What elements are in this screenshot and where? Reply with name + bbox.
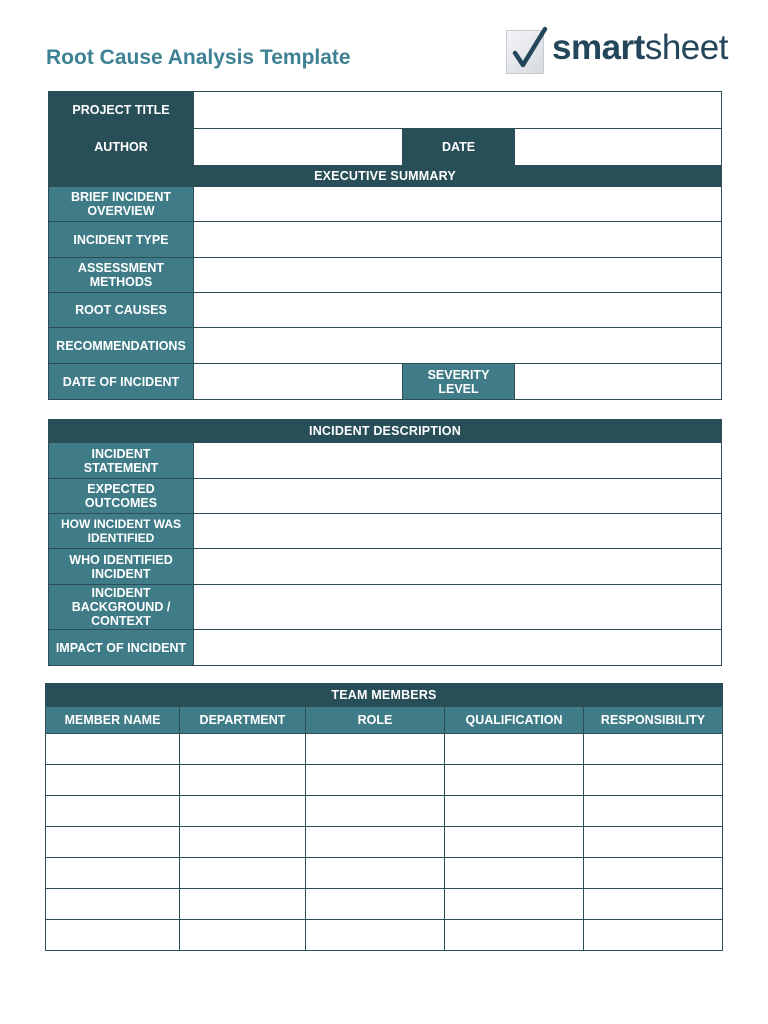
department-cell[interactable] [180,920,306,951]
checkmark-icon [506,30,544,74]
team-members-table [45,683,723,951]
impact-of-incident-field[interactable] [194,630,722,666]
qualification-cell[interactable] [445,858,584,889]
role-cell[interactable] [306,796,445,827]
recommendations-field[interactable] [194,328,722,364]
expected-outcomes-label: EXPECTED OUTCOMES [49,479,194,514]
incident-background-context-label: INCIDENT BACKGROUND / CONTEXT [49,585,194,630]
assessment-methods-field[interactable] [194,258,722,293]
who-identified-incident-label: WHO IDENTIFIED INCIDENT [49,549,194,585]
incident-type-field[interactable] [194,222,722,258]
team-members-heading: TEAM MEMBERS [46,684,723,707]
logo-wordmark [552,28,728,68]
responsibility-cell[interactable] [584,734,723,765]
role-cell[interactable] [306,765,445,796]
summary-table [48,91,722,400]
root-causes-label: ROOT CAUSES [49,293,194,328]
department-cell[interactable] [180,734,306,765]
qualification-cell[interactable] [445,796,584,827]
role-cell[interactable] [306,734,445,765]
how-incident-was-identified-field[interactable] [194,514,722,549]
logo-wordmark-light: sheet [644,28,728,67]
incident-statement-label: INCIDENT STATEMENT [49,443,194,479]
author-label: AUTHOR [49,129,194,166]
date-label: DATE [403,129,515,166]
member-name-cell[interactable] [46,827,180,858]
qualification-cell[interactable] [445,734,584,765]
date-of-incident-label: DATE OF INCIDENT [49,364,194,400]
brief-incident-overview-field[interactable] [194,187,722,222]
column-header-qualification: QUALIFICATION [445,707,584,734]
date-of-incident-field[interactable] [194,364,403,400]
smartsheet-logo [504,22,744,78]
incident-description-table [48,419,722,666]
severity-level-label: SEVERITY LEVEL [403,364,515,400]
who-identified-incident-field[interactable] [194,549,722,585]
severity-level-field[interactable] [515,364,722,400]
role-cell[interactable] [306,827,445,858]
incident-type-label: INCIDENT TYPE [49,222,194,258]
table-row [46,920,723,951]
responsibility-cell[interactable] [584,889,723,920]
department-cell[interactable] [180,765,306,796]
member-name-cell[interactable] [46,734,180,765]
assessment-methods-label: ASSESSMENT METHODS [49,258,194,293]
incident-background-context-field[interactable] [194,585,722,630]
table-row [46,858,723,889]
table-row [46,734,723,765]
brief-incident-overview-label: BRIEF INCIDENT OVERVIEW [49,187,194,222]
table-row [46,765,723,796]
member-name-cell[interactable] [46,765,180,796]
root-causes-field[interactable] [194,293,722,328]
author-field[interactable] [194,129,403,166]
incident-description-heading: INCIDENT DESCRIPTION [49,420,722,443]
department-cell[interactable] [180,858,306,889]
department-cell[interactable] [180,889,306,920]
role-cell[interactable] [306,858,445,889]
qualification-cell[interactable] [445,889,584,920]
table-row [46,889,723,920]
responsibility-cell[interactable] [584,858,723,889]
incident-statement-field[interactable] [194,443,722,479]
role-cell[interactable] [306,920,445,951]
executive-summary-heading: EXECUTIVE SUMMARY [49,166,722,187]
logo-wordmark-bold: smart [552,28,645,67]
table-row [46,796,723,827]
responsibility-cell[interactable] [584,920,723,951]
column-header-responsibility: RESPONSIBILITY [584,707,723,734]
impact-of-incident-label: IMPACT OF INCIDENT [49,630,194,666]
column-header-member-name: MEMBER NAME [46,707,180,734]
member-name-cell[interactable] [46,796,180,827]
role-cell[interactable] [306,889,445,920]
responsibility-cell[interactable] [584,765,723,796]
member-name-cell[interactable] [46,858,180,889]
column-header-department: DEPARTMENT [180,707,306,734]
department-cell[interactable] [180,796,306,827]
department-cell[interactable] [180,827,306,858]
qualification-cell[interactable] [445,765,584,796]
responsibility-cell[interactable] [584,827,723,858]
qualification-cell[interactable] [445,827,584,858]
date-field[interactable] [515,129,722,166]
expected-outcomes-field[interactable] [194,479,722,514]
table-row [46,827,723,858]
qualification-cell[interactable] [445,920,584,951]
column-header-role: ROLE [306,707,445,734]
responsibility-cell[interactable] [584,796,723,827]
member-name-cell[interactable] [46,889,180,920]
recommendations-label: RECOMMENDATIONS [49,328,194,364]
project-title-field[interactable] [194,92,722,129]
how-incident-was-identified-label: HOW INCIDENT WAS IDENTIFIED [49,514,194,549]
page-title: Root Cause Analysis Template [46,46,351,69]
project-title-label: PROJECT TITLE [49,92,194,129]
member-name-cell[interactable] [46,920,180,951]
